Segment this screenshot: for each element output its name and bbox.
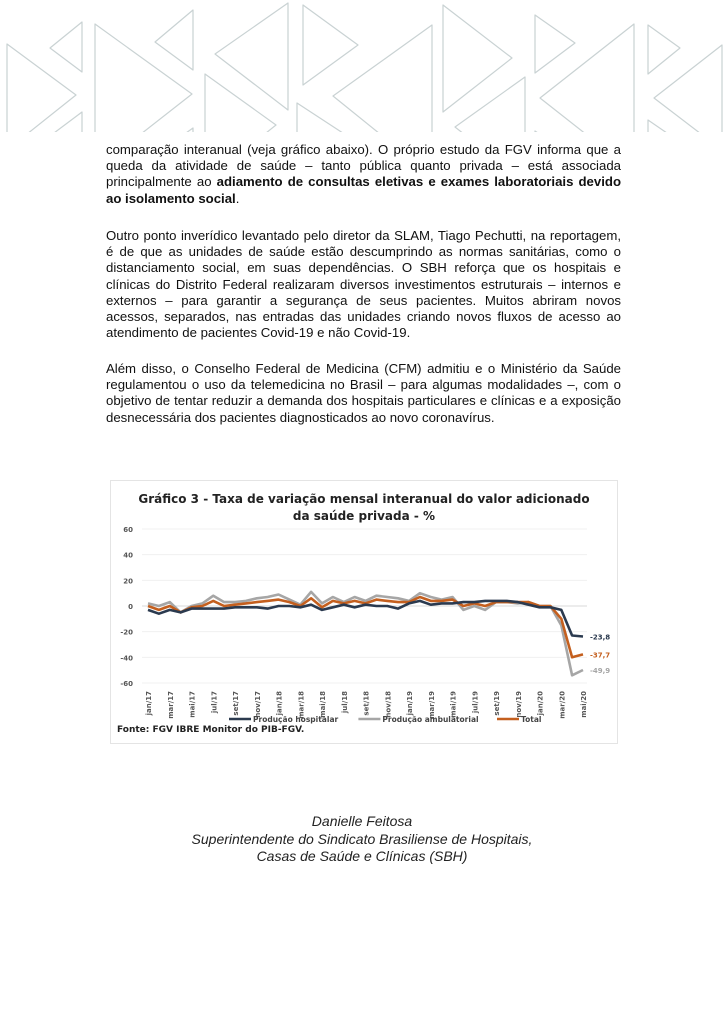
x-tick-label: nov/17 [253, 691, 262, 718]
x-tick-label: jan/18 [275, 691, 284, 716]
signature-block [0, 813, 724, 866]
x-tick-label: mar/17 [166, 691, 175, 719]
x-tick-label: mar/19 [427, 691, 436, 719]
triangle-shape [155, 128, 193, 132]
triangle-shape [215, 3, 288, 110]
y-tick-label: 0 [128, 603, 133, 611]
x-tick-label: jul/19 [471, 691, 480, 714]
chart-title-line-1: Gráfico 3 - Taxa de variação mensal interanual do valor adicionado [138, 492, 590, 506]
triangle-shape [50, 112, 82, 132]
end-value-label: -37,7 [590, 651, 611, 660]
x-tick-label: mai/17 [188, 691, 197, 718]
triangle-shape [540, 24, 634, 132]
triangle-shape [155, 10, 193, 70]
legend-label: Total [521, 715, 542, 724]
triangle-shape [297, 103, 352, 132]
end-value-label: -49,9 [590, 667, 611, 676]
x-tick-label: mai/20 [580, 691, 588, 718]
x-tick-label: set/18 [362, 691, 371, 716]
x-tick-label: set/17 [232, 691, 240, 716]
end-value-label: -23,8 [590, 633, 611, 642]
x-tick-label: jan/20 [536, 691, 545, 716]
header-triangle-pattern [0, 0, 724, 132]
x-tick-label: mai/18 [319, 691, 327, 718]
triangle-shape [50, 22, 82, 72]
x-tick-label: mar/20 [558, 691, 567, 719]
body-paragraph-3: Além disso, o Conselho Federal de Medicina (CFM) admitiu e o Ministério da Saúde regulamentou o uso da telemedicina no Brasil – para algumas modalidades –, com o objetivo de tentar reduzir a demanda dos hospitais particulares e clínicas e a exposição desnecessária dos pacientes diagnosticados ao novo coronavírus. [106, 361, 621, 425]
triangle-shape [95, 24, 192, 132]
chart-title-line-2: da saúde privada - % [292, 509, 436, 523]
x-tick-label: jan/17 [145, 691, 153, 716]
y-tick-label: -40 [120, 654, 133, 663]
triangle-shape [443, 5, 512, 112]
triangle-shape [648, 120, 680, 132]
author-role-line-2: Casas de Saúde e Clínicas (SBH) [256, 848, 468, 864]
triangle-shape [303, 5, 358, 85]
body-paragraph-2: Outro ponto inverídico levantado pelo diretor da SLAM, Tiago Pechutti, na reportagem, é de que as unidades de saúde estão descumprindo as normas sanitárias, como o distanciamento social, em suas dependências. O SBH reforça que os hospitais e clínicas do Distrito Federal realizaram diversos investimentos estruturais – internos e externos – para garantir a segurança de seus pacientes. Muitos abriram novos acessos, separados, nas entradas das unidades criando novos fluxos de acesso ao atendimento de pacientes Covid-19 e não Covid-19. [106, 228, 621, 341]
x-tick-label: nov/19 [514, 691, 523, 718]
paragraph-text: . [235, 190, 240, 206]
triangle-shape [535, 131, 575, 132]
x-tick-label: mar/18 [297, 691, 306, 719]
triangle-shape [205, 74, 276, 132]
line-chart [111, 481, 617, 743]
x-tick-label: nov/18 [384, 691, 393, 718]
legend-label: Produção ambulatorial [382, 715, 479, 724]
body-paragraph-1 [106, 142, 621, 207]
x-tick-label: mai/19 [449, 691, 458, 718]
triangle-shape [648, 25, 680, 74]
paragraph-text: comparação interanual (veja gráfico abaixo). O próprio estudo da FGV informa que a queda da atividade de saúde – tanto pública quanto privada – está associada principalmente ao [106, 142, 621, 190]
x-tick-label: jan/19 [406, 691, 414, 716]
triangle-shape [535, 15, 575, 73]
author-name: Danielle Feitosa [311, 813, 413, 829]
paragraph-bold-text: adiamento de consultas eletivas e exames laboratoriais devido ao isolamento social [106, 174, 621, 206]
x-tick-label: jul/17 [210, 691, 219, 714]
triangle-shape [7, 44, 76, 132]
chart-source: Fonte: FGV IBRE Monitor do PIB-FGV. [117, 725, 305, 735]
y-tick-label: 20 [123, 577, 133, 586]
x-tick-label: set/19 [493, 691, 501, 716]
legend-label: Produção hospitalar [253, 715, 339, 724]
author-role-line-1: Superintendente do Sindicato Brasiliense de Hospitais, [191, 830, 533, 847]
chart-figure [110, 480, 618, 744]
y-tick-label: -60 [120, 680, 133, 688]
y-tick-label: -20 [120, 628, 133, 637]
triangle-shape [455, 77, 525, 132]
triangle-shape [333, 25, 432, 132]
y-tick-label: 40 [123, 551, 133, 560]
y-tick-label: 60 [123, 526, 133, 534]
triangle-shape [654, 45, 722, 132]
x-tick-label: jul/18 [340, 691, 349, 714]
